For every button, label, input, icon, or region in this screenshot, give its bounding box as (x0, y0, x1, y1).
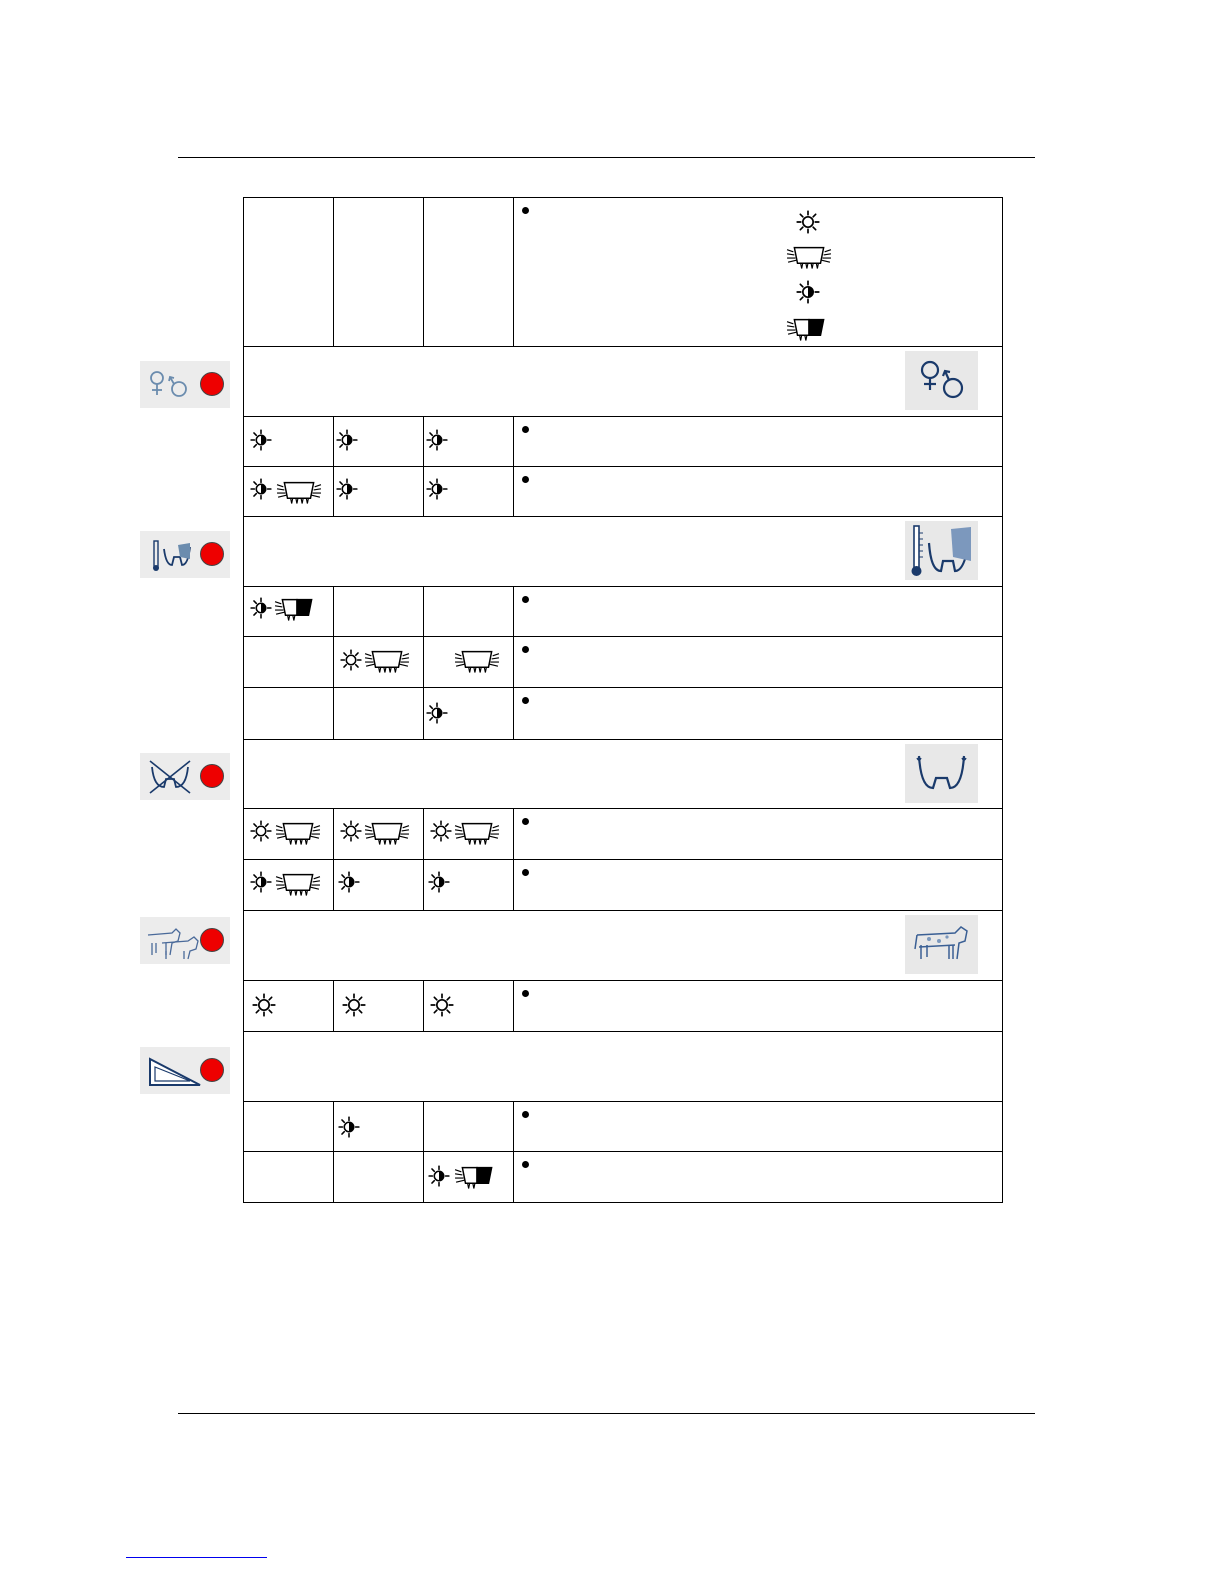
legend-row (244, 198, 1003, 347)
table-row (244, 1102, 1003, 1152)
female-male-icon (144, 365, 196, 405)
section-row-cow (244, 911, 1003, 981)
section-row-udder (244, 740, 1003, 809)
status-dot (200, 764, 224, 788)
light-on-icon (340, 820, 362, 842)
cluster-icon (275, 870, 321, 898)
triangle-icon (144, 1051, 202, 1091)
footer-link-underline[interactable] (126, 1557, 267, 1558)
bullet (522, 869, 529, 876)
legend-cell (514, 198, 1003, 347)
cluster-half-icon (274, 595, 320, 623)
female-male-icon (905, 351, 978, 410)
section-icon-box (905, 351, 978, 410)
light-flash-icon (336, 478, 358, 500)
side-indicator-heat (140, 361, 230, 408)
table-row (244, 467, 1003, 517)
light-on-icon (430, 993, 454, 1017)
section-icon-box (905, 915, 978, 974)
light-flash-icon (796, 280, 820, 304)
section-row-temperature (244, 517, 1003, 587)
light-flash-icon (426, 478, 448, 500)
cluster-half-icon (454, 1163, 500, 1191)
bullet (522, 646, 529, 653)
light-flash-icon (428, 1165, 450, 1187)
table-row (244, 417, 1003, 467)
table-row (244, 809, 1003, 860)
light-flash-icon (338, 1116, 360, 1138)
cluster-icon (454, 647, 500, 675)
bullet (522, 207, 529, 214)
bullet (522, 818, 529, 825)
side-indicator-udder (140, 753, 230, 800)
section-row-heat (244, 347, 1003, 417)
light-flash-icon (426, 702, 448, 724)
thermometer-udder-icon (905, 521, 978, 580)
section-icon-box (905, 521, 978, 580)
light-on-icon (430, 820, 452, 842)
table-row (244, 688, 1003, 740)
bullet (522, 990, 529, 997)
cow-icon (905, 915, 978, 974)
section-row-warning (244, 1032, 1003, 1102)
light-flash-icon (426, 429, 448, 451)
light-flash-icon (250, 871, 272, 893)
footer-rule (178, 1413, 1035, 1414)
light-flash-icon (250, 478, 272, 500)
side-indicator-temperature (140, 531, 230, 578)
light-flash-icon (250, 597, 272, 619)
table-row (244, 981, 1003, 1032)
light-flash-icon (336, 429, 358, 451)
light-flash-icon (250, 429, 272, 451)
light-flash-icon (338, 871, 360, 893)
cluster-icon (275, 819, 321, 847)
status-dot (200, 372, 224, 396)
cluster-half-icon (786, 315, 832, 343)
status-dot (200, 928, 224, 952)
cows-icon (144, 921, 202, 961)
light-on-icon (796, 210, 820, 234)
bullet (522, 476, 529, 483)
udder-icon (905, 744, 978, 803)
bullet (522, 1161, 529, 1168)
header-rule (178, 157, 1035, 158)
status-dot (200, 542, 224, 566)
table-row (244, 1152, 1003, 1203)
thermometer-udder-icon (144, 535, 196, 575)
table-row (244, 860, 1003, 911)
bullet (522, 596, 529, 603)
status-dot (200, 1058, 224, 1082)
crossed-udder-icon (144, 757, 196, 797)
bullet (522, 1111, 529, 1118)
light-flash-icon (428, 871, 450, 893)
light-on-icon (342, 993, 366, 1017)
side-indicator-cow (140, 917, 230, 964)
bullet (522, 697, 529, 704)
section-icon-box (905, 744, 978, 803)
cluster-icon (364, 647, 410, 675)
light-on-icon (252, 993, 276, 1017)
alarm-indication-table (243, 197, 1003, 1203)
cluster-icon (276, 478, 322, 506)
cluster-icon (786, 243, 832, 271)
table-row (244, 637, 1003, 688)
bullet (522, 426, 529, 433)
light-on-icon (250, 820, 272, 842)
side-indicator-warning (140, 1047, 230, 1094)
light-on-icon (340, 649, 362, 671)
cluster-icon (364, 819, 410, 847)
cluster-icon (454, 819, 500, 847)
table-row (244, 587, 1003, 637)
